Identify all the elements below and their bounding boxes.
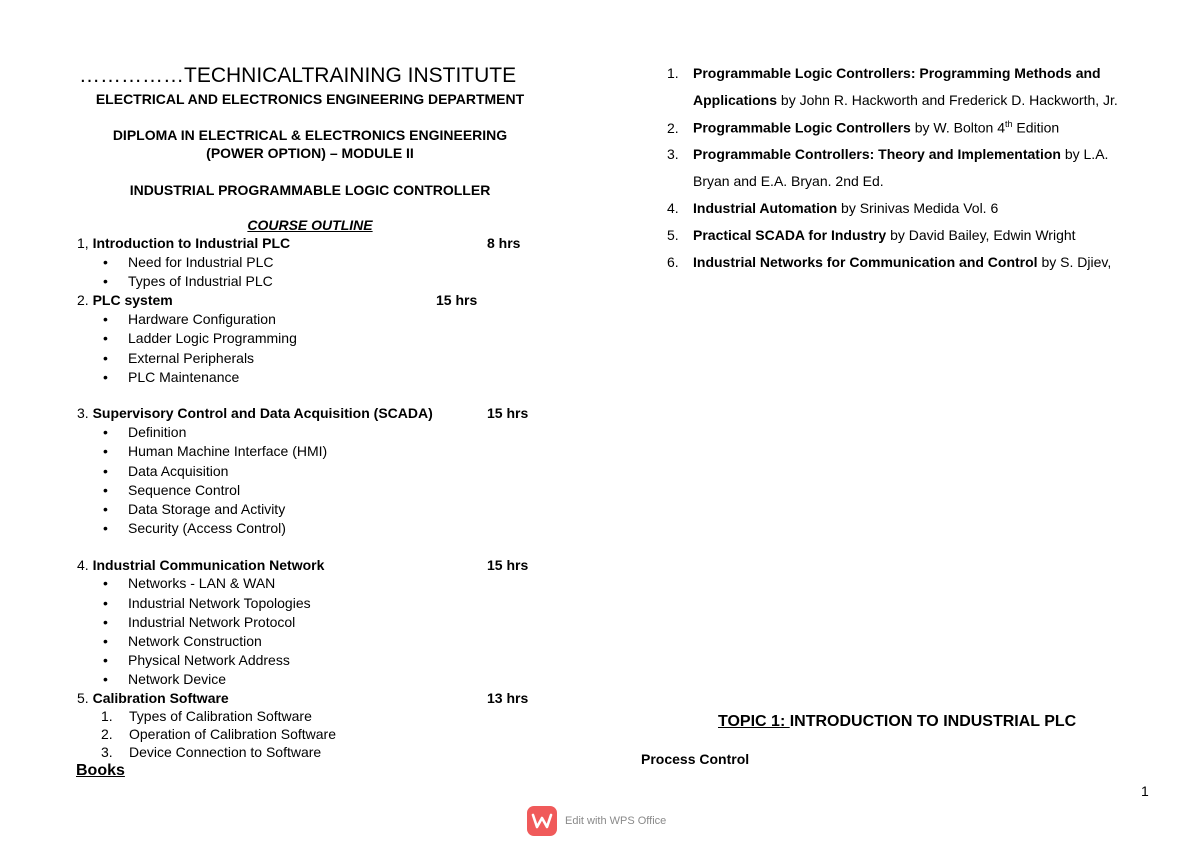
list-item: • Human Machine Interface (HMI) [103,443,328,459]
list-item: • Data Storage and Activity [103,501,286,517]
diploma-line-2: (POWER OPTION) – MODULE II [206,145,414,161]
list-item: • PLC Maintenance [103,369,240,385]
section-4-hours: 15 hrs [487,557,529,573]
reference-6: 6. Industrial Networks for Communication and Control by S. Djiev, [667,254,1112,270]
section-title: Introduction to Industrial PLC [92,235,291,251]
list-item: • Types of Industrial PLC [103,273,273,289]
outline-section-4 [77,557,324,573]
list-item: • Network Device [103,671,227,687]
list-item: 2. Operation of Calibration Software [101,726,336,742]
list-item: • Industrial Network Topologies [103,595,311,611]
section-2-hours: 15 hrs [436,292,478,308]
section-5-hours: 13 hrs [487,690,529,706]
reference-1-cont: Applications by John R. Hackworth and Frederick D. Hackworth, Jr. [693,92,1118,108]
reference-1: 1. Programmable Logic Controllers: Programming Methods and [667,65,1101,81]
list-item: • Hardware Configuration [103,311,276,327]
section-1-hours: 8 hrs [487,235,521,251]
section-title: Calibration Software [92,690,229,706]
list-item: • Ladder Logic Programming [103,330,297,346]
section-title: Supervisory Control and Data Acquisition (SCADA) [92,405,433,421]
outline-section-5 [77,690,229,706]
list-item: • Security (Access Control) [103,520,286,536]
section-number: 4. [77,557,89,573]
list-item: 1. Types of Calibration Software [101,708,312,724]
list-item: • Networks - LAN & WAN [103,575,276,591]
department-title: ELECTRICAL AND ELECTRONICS ENGINEERING DEPARTMENT [95,91,525,107]
section-3-hours: 15 hrs [487,405,529,421]
institute-title: ……………TECHNICALTRAINING INSTITUTE [79,64,517,87]
list-item: 3. Device Connection to Software [101,744,322,760]
reference-5: 5. Practical SCADA for Industry by David Bailey, Edwin Wright [667,227,1076,243]
reference-3: 3. Programmable Controllers: Theory and Implementation by L.A. [667,146,1109,162]
wps-logo-icon [527,806,557,836]
list-item: • Physical Network Address [103,652,290,668]
outline-section-1 [77,235,290,251]
diploma-line-1: DIPLOMA IN ELECTRICAL & ELECTRONICS ENGINEERING [112,127,508,143]
section-title: Industrial Communication Network [92,557,325,573]
wps-watermark[interactable] [527,806,666,836]
books-heading: Books [76,762,125,779]
section-number: 1, [77,235,89,251]
course-outline-heading: COURSE OUTLINE [247,217,373,233]
wps-watermark-text: Edit with WPS Office [565,815,667,827]
outline-section-2 [77,292,173,308]
section-number: 5. [77,690,89,706]
process-control-heading: Process Control [641,751,750,767]
section-title: PLC system [92,292,173,308]
reference-3-cont: Bryan and E.A. Bryan. 2nd Ed. [693,173,884,189]
topic-heading: TOPIC 1: INTRODUCTION TO INDUSTRIAL PLC [718,713,1077,730]
reference-2: 2. Programmable Logic Controllers by W. Bolton 4th Edition [667,119,1060,136]
subject-title: INDUSTRIAL PROGRAMMABLE LOGIC CONTROLLER [129,182,491,198]
list-item: • Need for Industrial PLC [103,254,274,270]
list-item: • External Peripherals [103,350,255,366]
page-number: 1 [1141,783,1149,799]
section-number: 3. [77,405,89,421]
section-number: 2. [77,292,89,308]
outline-section-3 [77,405,433,421]
reference-4: 4. Industrial Automation by Srinivas Medida Vol. 6 [667,200,999,216]
list-item: • Sequence Control [103,482,241,498]
list-item: • Industrial Network Protocol [103,614,296,630]
list-item: • Data Acquisition [103,463,229,479]
list-item: • Definition [103,424,187,440]
list-item: • Network Construction [103,633,262,649]
